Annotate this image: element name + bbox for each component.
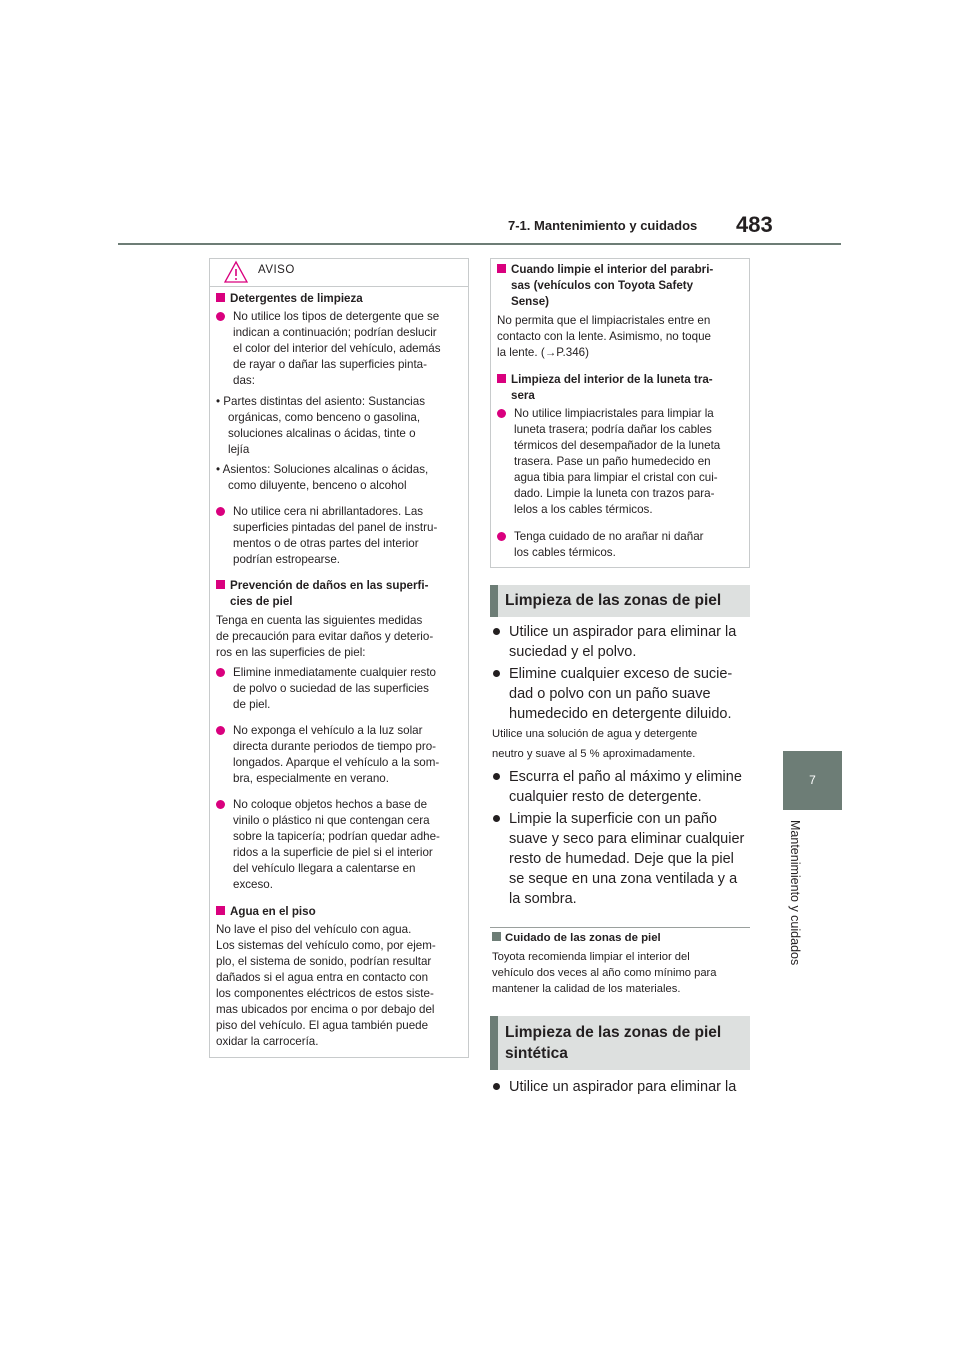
care-heading: Cuidado de las zonas de piel bbox=[492, 930, 752, 946]
warning-heading-floor: Agua en el piso bbox=[216, 904, 466, 920]
section-heading-leather: Limpieza de las zonas de piel bbox=[490, 585, 750, 617]
chapter-side-title bbox=[776, 820, 816, 1120]
warning-heading-detergents: Detergentes de limpieza bbox=[216, 291, 466, 307]
bullet-dot-icon bbox=[216, 312, 225, 321]
bullet-dot-icon bbox=[493, 815, 500, 822]
warning-paragraph: Tenga en cuenta las siguientes medidas de precaución para evitar daños y deterio- ros en las superficies de piel: bbox=[216, 614, 434, 659]
caution-paragraph: No permita que el limpiacristales entre en contacto con la lente. Asimismo, no toque la lente. (→P.346) bbox=[497, 314, 711, 359]
step-bullet: Utilice un aspirador para eliminar la suciedad y el polvo. bbox=[493, 622, 753, 662]
warning-subitem: • Asientos: Soluciones alcalinas o ácidas, como diluyente, benceno o alcohol bbox=[216, 463, 429, 492]
bullet-dot-icon bbox=[216, 668, 225, 677]
bullet-dot-icon bbox=[216, 507, 225, 516]
square-bullet-icon bbox=[216, 906, 225, 915]
bullet-dot-icon bbox=[497, 532, 506, 541]
section-title: 7-1. Mantenimiento y cuidados bbox=[508, 218, 698, 233]
caution-bullet: No utilice limpiacristales para limpiar la luneta trasera; podría dañar los cables térmicos del desempañador de la luneta trasera. Pase un paño humedecido en agua tibia para limpiar el cristal con cui- dado. Limpie la luneta con trazos para- lelos a los cables térmicos. bbox=[497, 406, 747, 518]
header-rule bbox=[118, 243, 841, 245]
warning-triangle-icon bbox=[223, 260, 249, 284]
warning-bullet: No utilice los tipos de detergente que se indican a continuación; podrían deslucir el color del interior del vehículo, además de rayar o dañar las superficies pinta- das: bbox=[216, 309, 466, 389]
note-paragraph: Utilice una solución de agua y detergente neutro y suave al 5 % aproximadamente. bbox=[492, 728, 698, 760]
section-heading-synthetic: Limpieza de las zonas de piel sintética bbox=[490, 1016, 750, 1070]
bullet-dot-icon bbox=[216, 726, 225, 735]
warning-header bbox=[209, 258, 469, 287]
step-bullet: Escurra el paño al máximo y elimine cualquier resto de detergente. bbox=[493, 767, 753, 807]
square-bullet-icon bbox=[216, 293, 225, 302]
warning-bullet: No utilice cera ni abrillantadores. Las superficies pintadas del panel de instru- mentos o de otras partes del interior podrían estropearse. bbox=[216, 504, 466, 568]
page-number: 483 bbox=[736, 212, 773, 237]
chapter-tab: 7 bbox=[783, 751, 842, 810]
caution-heading-rear-window: Limpieza del interior de la luneta tra- sera bbox=[497, 372, 747, 404]
square-bullet-icon bbox=[492, 932, 501, 941]
chapter-side-title-text: Mantenimiento y cuidados bbox=[788, 820, 802, 966]
care-paragraph: Toyota recomienda limpiar el interior del vehículo dos veces al año como mínimo para mantener la calidad de los materiales. bbox=[492, 951, 717, 995]
bullet-dot-icon bbox=[493, 628, 500, 635]
bullet-dot-icon bbox=[493, 670, 500, 677]
divider bbox=[490, 927, 750, 928]
warning-subitem: • Partes distintas del asiento: Sustancias orgánicas, como benceno o gasolina, soluciones alcalinas o ácidas, tinte o lejía bbox=[216, 395, 425, 456]
square-bullet-icon bbox=[497, 264, 506, 273]
square-bullet-icon bbox=[216, 580, 225, 589]
step-bullet: Elimine cualquier exceso de sucie- dad o polvo con un paño suave humedecido en detergente diluido. bbox=[493, 664, 753, 724]
caution-bullet: Tenga cuidado de no arañar ni dañar los cables térmicos. bbox=[497, 529, 747, 561]
warning-heading-leather: Prevención de daños en las superfi- cies de piel bbox=[216, 578, 466, 610]
warning-bullet: Elimine inmediatamente cualquier resto de polvo o suciedad de las superficies de piel. bbox=[216, 665, 466, 713]
step-bullet: Limpie la superficie con un paño suave y seco para eliminar cualquier resto de humedad. Deje que la piel se seque en una zona ventilada y a la sombra. bbox=[493, 809, 753, 909]
bullet-dot-icon bbox=[216, 800, 225, 809]
step-bullet: Utilice un aspirador para eliminar la bbox=[493, 1077, 753, 1097]
bullet-dot-icon bbox=[493, 773, 500, 780]
bullet-dot-icon bbox=[497, 409, 506, 418]
warning-paragraph: No lave el piso del vehículo con agua. Los sistemas del vehículo como, por ejem- plo, el sistema de sonido, podrían resultar dañados si el agua entra en contacto con los componentes eléctricos de estos siste- mas ubicados por encima o por debajo del piso del vehículo. El agua también puede oxidar la carrocería. bbox=[216, 923, 436, 1048]
square-bullet-icon bbox=[497, 374, 506, 383]
bullet-dot-icon bbox=[493, 1083, 500, 1090]
caution-heading-windshield: Cuando limpie el interior del parabri- sas (vehículos con Toyota Safety Sense) bbox=[497, 262, 747, 310]
warning-bullet: No coloque objetos hechos a base de vinilo o plástico ni que contengan cera sobre la tapicería; podrían quedar adhe- ridos a la superficie de piel si el interior del vehículo llegara a calentarse en exceso. bbox=[216, 797, 466, 893]
warning-bullet: No exponga el vehículo a la luz solar directa durante periodos de tiempo pro- longados. Aparque el vehículo a la som- bra, especialmente en verano. bbox=[216, 723, 466, 787]
warning-label: AVISO bbox=[258, 264, 295, 276]
